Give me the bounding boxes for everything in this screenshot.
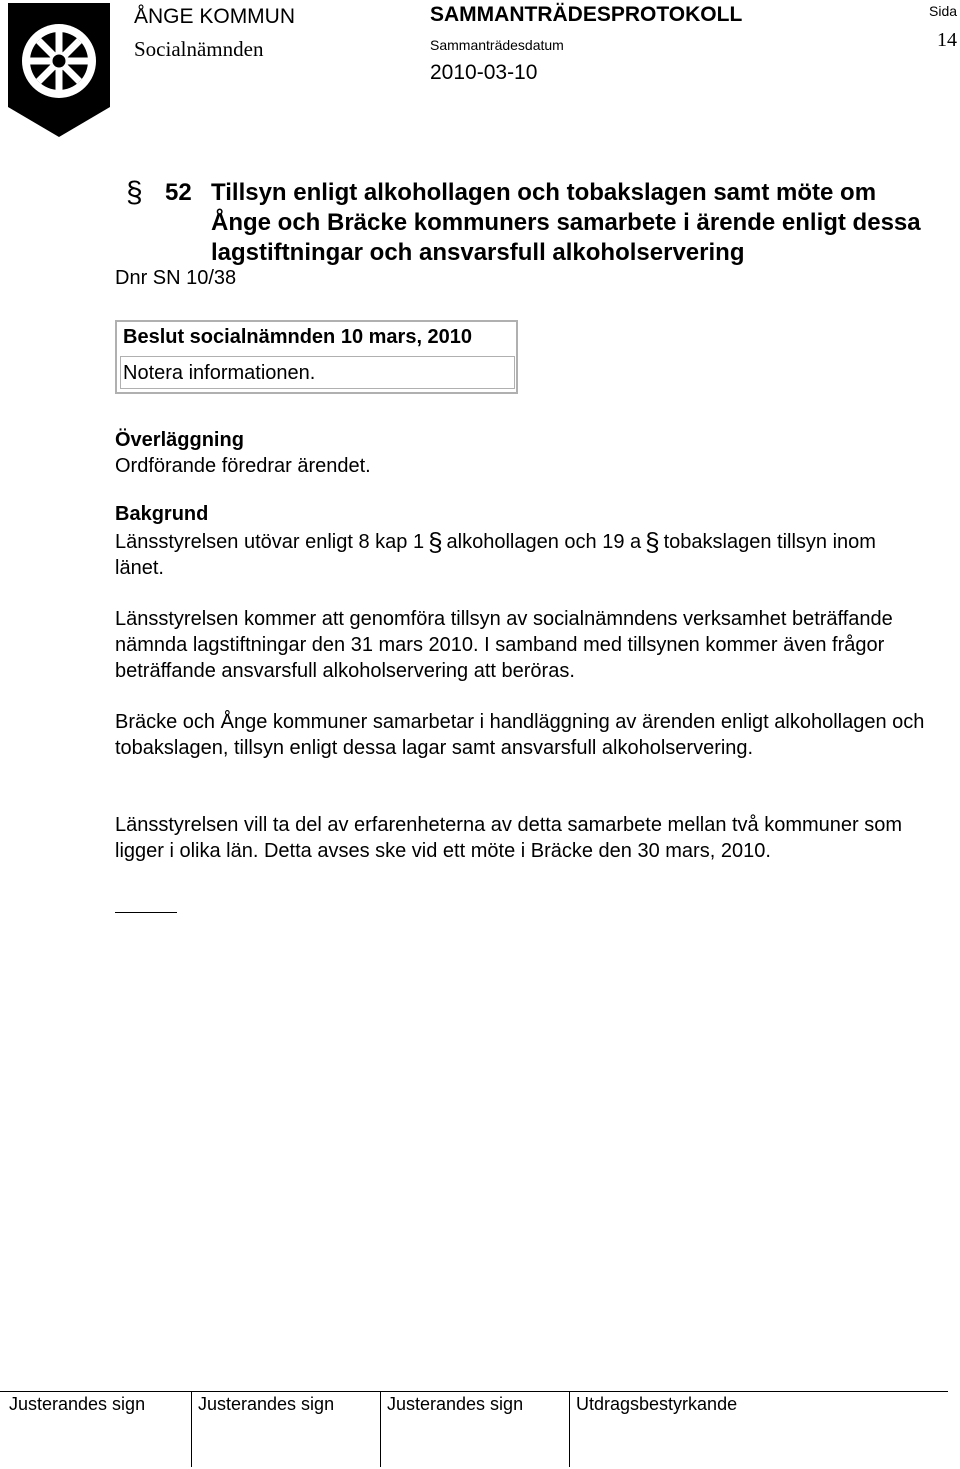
footer-divider	[191, 1391, 192, 1467]
item-number: 52	[165, 179, 192, 206]
ange-kommun-logo	[8, 3, 110, 137]
case-number: Dnr SN 10/38	[115, 267, 237, 289]
footer-divider	[569, 1391, 570, 1467]
signature-cell-1: Justerandes sign	[9, 1394, 146, 1414]
page-number: 14	[937, 29, 957, 51]
decision-box	[115, 320, 518, 394]
background-paragraph-2: Länsstyrelsen kommer att genomföra tillsyn av socialnämndens verksamhet beträffande nämnda lagstiftningar den 31 mars 2010. I samband med tillsynen kommer även frågor beträffande ansvarsfull alkoholservering att beröras.	[115, 608, 893, 682]
page-label: Sida	[929, 3, 958, 19]
section-symbol: §	[428, 527, 443, 557]
date-label: Sammanträdesdatum	[430, 37, 564, 53]
signature-cell-2: Justerandes sign	[198, 1394, 335, 1414]
decision-heading: Beslut socialnämnden 10 mars, 2010	[123, 326, 473, 348]
meeting-date: 2010-03-10	[430, 61, 538, 84]
department-name: Socialnämnden	[134, 37, 264, 61]
organization-name: ÅNGE KOMMUN	[134, 5, 296, 28]
end-rule	[115, 912, 177, 913]
certification-cell: Utdragsbestyrkande	[576, 1394, 738, 1414]
background-paragraph-4: Länsstyrelsen vill ta del av erfarenheterna av detta samarbete mellan två kommuner som ligger i olika län. Detta avses ske vid ett möte i Bräcke den 30 mars, 2010.	[115, 814, 903, 862]
deliberation-heading: Överläggning	[115, 429, 244, 451]
background-paragraph-3: Bräcke och Ånge kommuner samarbetar i handläggning av ärenden enligt alkohollagen och tobakslagen, tillsyn enligt dessa lagar samt ansvarsfull alkoholservering.	[115, 711, 925, 759]
footer-line	[0, 1391, 948, 1392]
document-type: SAMMANTRÄDESPROTOKOLL	[430, 3, 743, 26]
decision-text: Notera informationen.	[123, 362, 316, 384]
section-symbol: §	[645, 527, 660, 557]
background-paragraph-1: Länsstyrelsen utövar enligt 8 kap 1 § alkohollagen och 19 a § tobakslagen tillsyn inom länet.	[115, 527, 876, 579]
deliberation-text: Ordförande föredrar ärendet.	[115, 455, 371, 477]
footer-divider	[380, 1391, 381, 1467]
signature-cell-3: Justerandes sign	[387, 1394, 524, 1414]
section-symbol: §	[126, 176, 143, 209]
background-heading: Bakgrund	[115, 503, 209, 525]
item-title: Tillsyn enligt alkohollagen och tobakslagen samt möte om Ånge och Bräcke kommuners samarbete i ärende enligt dessa lagstiftningar och ansvarsfull alkoholservering	[211, 179, 921, 266]
